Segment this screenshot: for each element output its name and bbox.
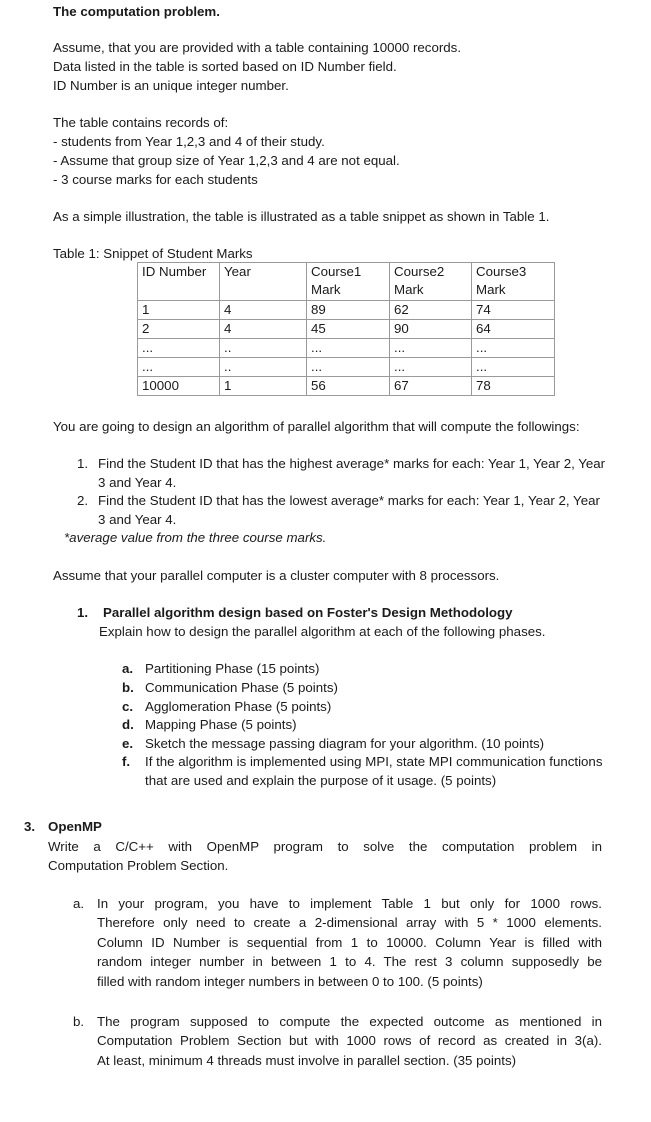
table-cell: .. xyxy=(220,339,307,358)
task-1-line-2: 3 and Year 4. xyxy=(98,475,177,490)
table-cell: ... xyxy=(472,358,555,377)
phase-e-text: Sketch the message passing diagram for your algorithm. (10 points) xyxy=(145,736,545,751)
phase-f-text-2: that are used and explain the purpose of it usage. (5 points) xyxy=(145,773,497,788)
document-title: The computation problem. xyxy=(53,4,220,19)
table-caption: Table 1: Snippet of Student Marks xyxy=(53,246,253,261)
phase-a-text: Partitioning Phase (15 points) xyxy=(145,661,320,676)
average-footnote: *average value from the three course marks. xyxy=(64,530,327,545)
intro-line-2: Data listed in the table is sorted based on ID Number field. xyxy=(53,59,397,74)
table-cell: 1 xyxy=(220,377,307,396)
table-row xyxy=(138,358,555,377)
table-cell: 64 xyxy=(472,320,555,339)
contains-line-2: - students from Year 1,2,3 and 4 of their study. xyxy=(53,134,325,149)
openmp-a-letter: a. xyxy=(73,896,85,911)
section-3-heading: OpenMP xyxy=(48,819,102,834)
section-3-desc-2: Computation Problem Section. xyxy=(48,858,229,873)
openmp-b-line-1: The program supposed to compute the expected outcome as mentioned in xyxy=(97,1014,602,1029)
table-cell: 10000 xyxy=(138,377,220,396)
table-cell: 1 xyxy=(138,301,220,320)
header-subtext: Mark xyxy=(311,282,341,297)
table-cell: 90 xyxy=(390,320,472,339)
phase-c-letter: c. xyxy=(122,699,134,714)
table-cell: ... xyxy=(138,339,220,358)
table-cell: 45 xyxy=(307,320,390,339)
header-subtext: Mark xyxy=(476,282,506,297)
header-year xyxy=(220,263,307,301)
section-1-description: Explain how to design the parallel algorithm at each of the following phases. xyxy=(99,624,546,639)
contains-line-1: The table contains records of: xyxy=(53,115,229,130)
task-1-line-1: Find the Student ID that has the highest average* marks for each: Year 1, Year 2, Year xyxy=(98,456,606,471)
openmp-b-line-2: Computation Problem Section but with 1000 rows of record as created in 3(a). xyxy=(97,1033,602,1048)
table-cell: ... xyxy=(472,339,555,358)
header-course1 xyxy=(307,263,390,301)
task-2-line-2: 3 and Year 4. xyxy=(98,512,177,527)
task-1-number: 1. xyxy=(77,456,89,471)
table-cell: 4 xyxy=(220,320,307,339)
illustration-text: As a simple illustration, the table is illustrated as a table snippet as shown in Table 1. xyxy=(53,209,550,224)
phase-b-letter: b. xyxy=(122,680,134,695)
header-text: Course1 xyxy=(311,264,362,279)
table-cell: 62 xyxy=(390,301,472,320)
table-cell: ... xyxy=(138,358,220,377)
header-course2 xyxy=(390,263,472,301)
design-intro: You are going to design an algorithm of parallel algorithm that will compute the followings: xyxy=(53,419,580,434)
section-1-heading: Parallel algorithm design based on Foster's Design Methodology xyxy=(103,605,513,620)
table-cell: .. xyxy=(220,358,307,377)
section-1-number: 1. xyxy=(77,605,89,620)
phase-d-text: Mapping Phase (5 points) xyxy=(145,717,297,732)
table-row xyxy=(138,377,555,396)
header-subtext: Mark xyxy=(394,282,424,297)
header-text: Course3 xyxy=(476,264,527,279)
table-row xyxy=(138,320,555,339)
phase-e-letter: e. xyxy=(122,736,134,751)
table-cell: 78 xyxy=(472,377,555,396)
table-row xyxy=(138,301,555,320)
intro-line-1: Assume, that you are provided with a table containing 10000 records. xyxy=(53,40,462,55)
contains-line-4: - 3 course marks for each students xyxy=(53,172,258,187)
table-cell: ... xyxy=(390,339,472,358)
phase-f-text: If the algorithm is implemented using MPI, state MPI communication functions xyxy=(145,754,603,769)
phase-c-text: Agglomeration Phase (5 points) xyxy=(145,699,332,714)
table-cell: 89 xyxy=(307,301,390,320)
header-text: ID Number xyxy=(142,264,207,279)
contains-line-3: - Assume that group size of Year 1,2,3 and 4 are not equal. xyxy=(53,153,400,168)
table-cell: 4 xyxy=(220,301,307,320)
table-cell: 67 xyxy=(390,377,472,396)
table-cell: 74 xyxy=(472,301,555,320)
table-header-row xyxy=(138,263,555,301)
task-2-line-1: Find the Student ID that has the lowest average* marks for each: Year 1, Year 2, Year xyxy=(98,493,600,508)
openmp-a-line-5: filled with random integer numbers in between 0 to 100. (5 points) xyxy=(97,974,483,989)
header-course3 xyxy=(472,263,555,301)
openmp-a-line-2: Therefore only need to create a 2-dimensional array with 5 * 1000 elements. xyxy=(97,915,602,930)
header-text: Course2 xyxy=(394,264,445,279)
phase-a-letter: a. xyxy=(122,661,134,676)
table-cell: 2 xyxy=(138,320,220,339)
header-id-number xyxy=(138,263,220,301)
table-cell: ... xyxy=(307,339,390,358)
section-3-desc-1: Write a C/C++ with OpenMP program to solve the computation problem in xyxy=(48,839,602,854)
task-2-number: 2. xyxy=(77,493,89,508)
openmp-a-line-4: random integer number in between 1 to 4. The rest 3 column supposedly be xyxy=(97,954,602,969)
section-3-number: 3. xyxy=(24,819,36,834)
openmp-a-line-1: In your program, you have to implement Table 1 but only for 1000 rows. xyxy=(97,896,602,911)
intro-line-3: ID Number is an unique integer number. xyxy=(53,78,289,93)
header-text: Year xyxy=(224,264,251,279)
table-cell: 56 xyxy=(307,377,390,396)
table-cell: ... xyxy=(390,358,472,377)
phase-f-letter: f. xyxy=(122,754,131,769)
table-cell: ... xyxy=(307,358,390,377)
student-marks-table xyxy=(137,262,555,396)
cluster-assumption: Assume that your parallel computer is a cluster computer with 8 processors. xyxy=(53,568,500,583)
openmp-b-line-3: At least, minimum 4 threads must involve in parallel section. (35 points) xyxy=(97,1053,517,1068)
openmp-b-letter: b. xyxy=(73,1014,85,1029)
phase-d-letter: d. xyxy=(122,717,134,732)
table-row xyxy=(138,339,555,358)
phase-b-text: Communication Phase (5 points) xyxy=(145,680,338,695)
openmp-a-line-3: Column ID Number is sequential from 1 to 10000. Column Year is filled with xyxy=(97,935,602,950)
